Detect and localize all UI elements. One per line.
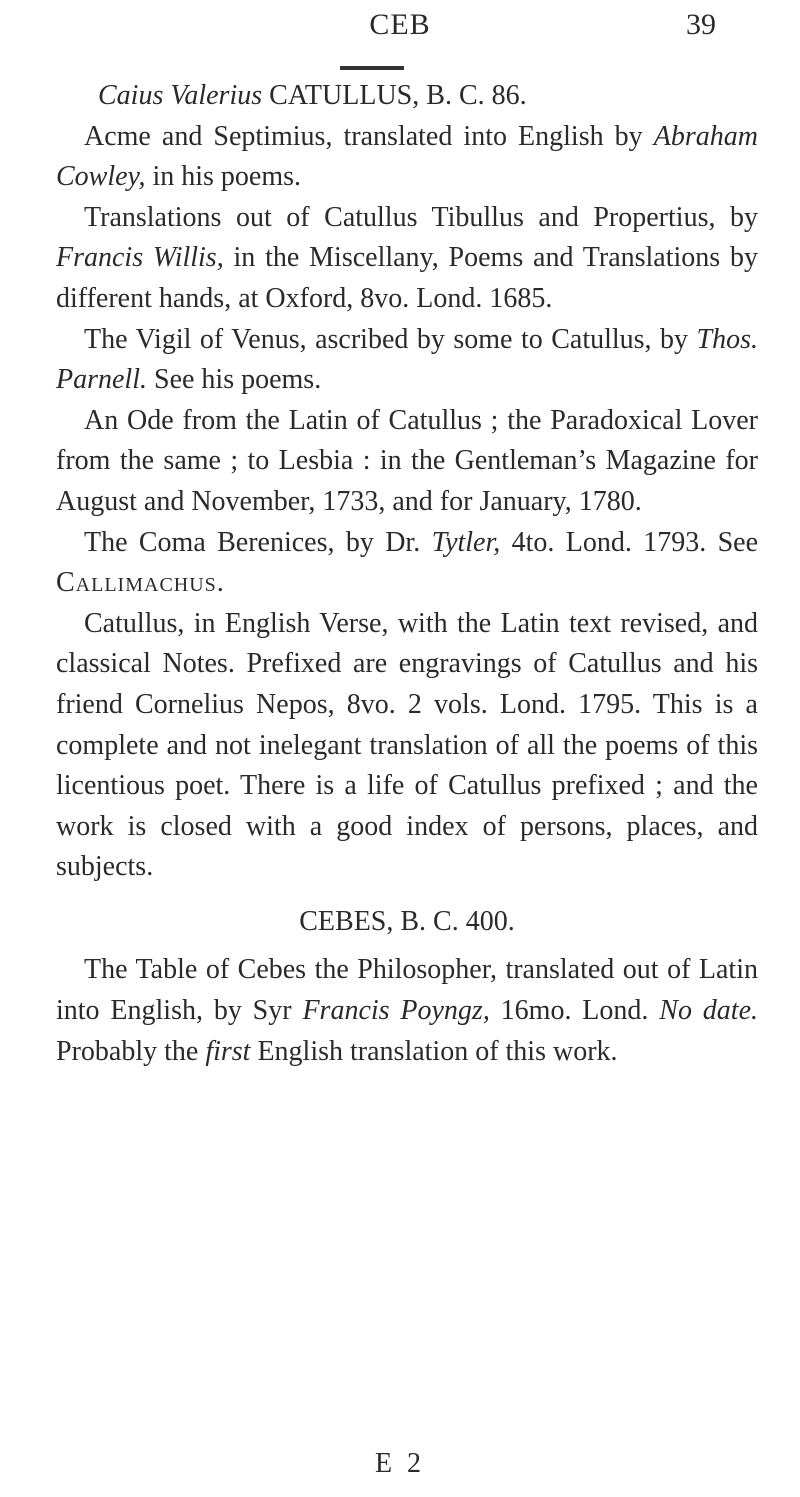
translator-name: Tytler, bbox=[431, 526, 501, 558]
catullus-praenomen: Caius Valerius bbox=[98, 80, 263, 111]
translator-name: Francis Willis, bbox=[56, 242, 224, 274]
translator-name: Thos. Parnell. bbox=[56, 323, 758, 396]
translator-name: Francis Poyngz, bbox=[302, 995, 490, 1027]
no-date-note: No date. bbox=[659, 995, 759, 1027]
catullus-entry-3: The Vigil of Venus, ascribed by some to Catullus, by Thos. Parnell. See his poems. bbox=[56, 323, 758, 396]
catullus-date: B. C. 86. bbox=[426, 80, 527, 111]
cross-reference: Callimachus. bbox=[56, 567, 225, 599]
cebes-entry-1: The Table of Cebes the Philosopher, translated out of Latin into English, by Syr Francis Poyngz, 16mo. Lond. No date. Probably the first English translation of this work. bbox=[56, 954, 759, 1067]
cebes-heading: CEBES, B. C. 400. bbox=[299, 905, 515, 937]
header-rule bbox=[340, 66, 404, 70]
catullus-entry-1: Acme and Septimius, translated into English by Abraham Cowley, in his poems. bbox=[56, 120, 758, 193]
translator-name: Abraham Cowley, bbox=[56, 120, 758, 193]
catullus-entry-2: Translations out of Catullus Tibullus and Propertius, by Francis Willis, in the Miscellany, Poems and Translations by different hands, at Oxford, 8vo. Lond. 1685. bbox=[56, 201, 759, 314]
signature-mark: E 2 bbox=[374, 1448, 426, 1479]
catullus-entry-5: The Coma Berenices, by Dr. Tytler, 4to. Lond. 1793. See Callimachus. bbox=[56, 526, 759, 599]
catullus-entry-6: Catullus, in English Verse, with the Latin text revised, and classical Notes. Prefixed are engravings of Catullus and his friend Cornelius Nepos, 8vo. 2 vols. Lond. 1795. This is a complete and not inelegant translation of all the poems of this licentious poet. There is a life of Catullus prefixed ; and the work is closed with a good index of persons, places, and subjects. bbox=[56, 607, 758, 883]
page-body bbox=[56, 76, 758, 1072]
catullus-heading bbox=[56, 76, 758, 117]
catullus-entry-4: An Ode from the Latin of Catullus ; the Paradoxical Lover from the same ; to Lesbia : in the Gentleman’s Magazine for August and November, 1733, and for January, 1780. bbox=[56, 404, 758, 517]
page-number: 39 bbox=[686, 8, 716, 41]
running-head: CEB bbox=[369, 8, 431, 41]
emphasis-first: first bbox=[205, 1035, 251, 1067]
catullus-name: CATULLUS, bbox=[269, 80, 420, 111]
